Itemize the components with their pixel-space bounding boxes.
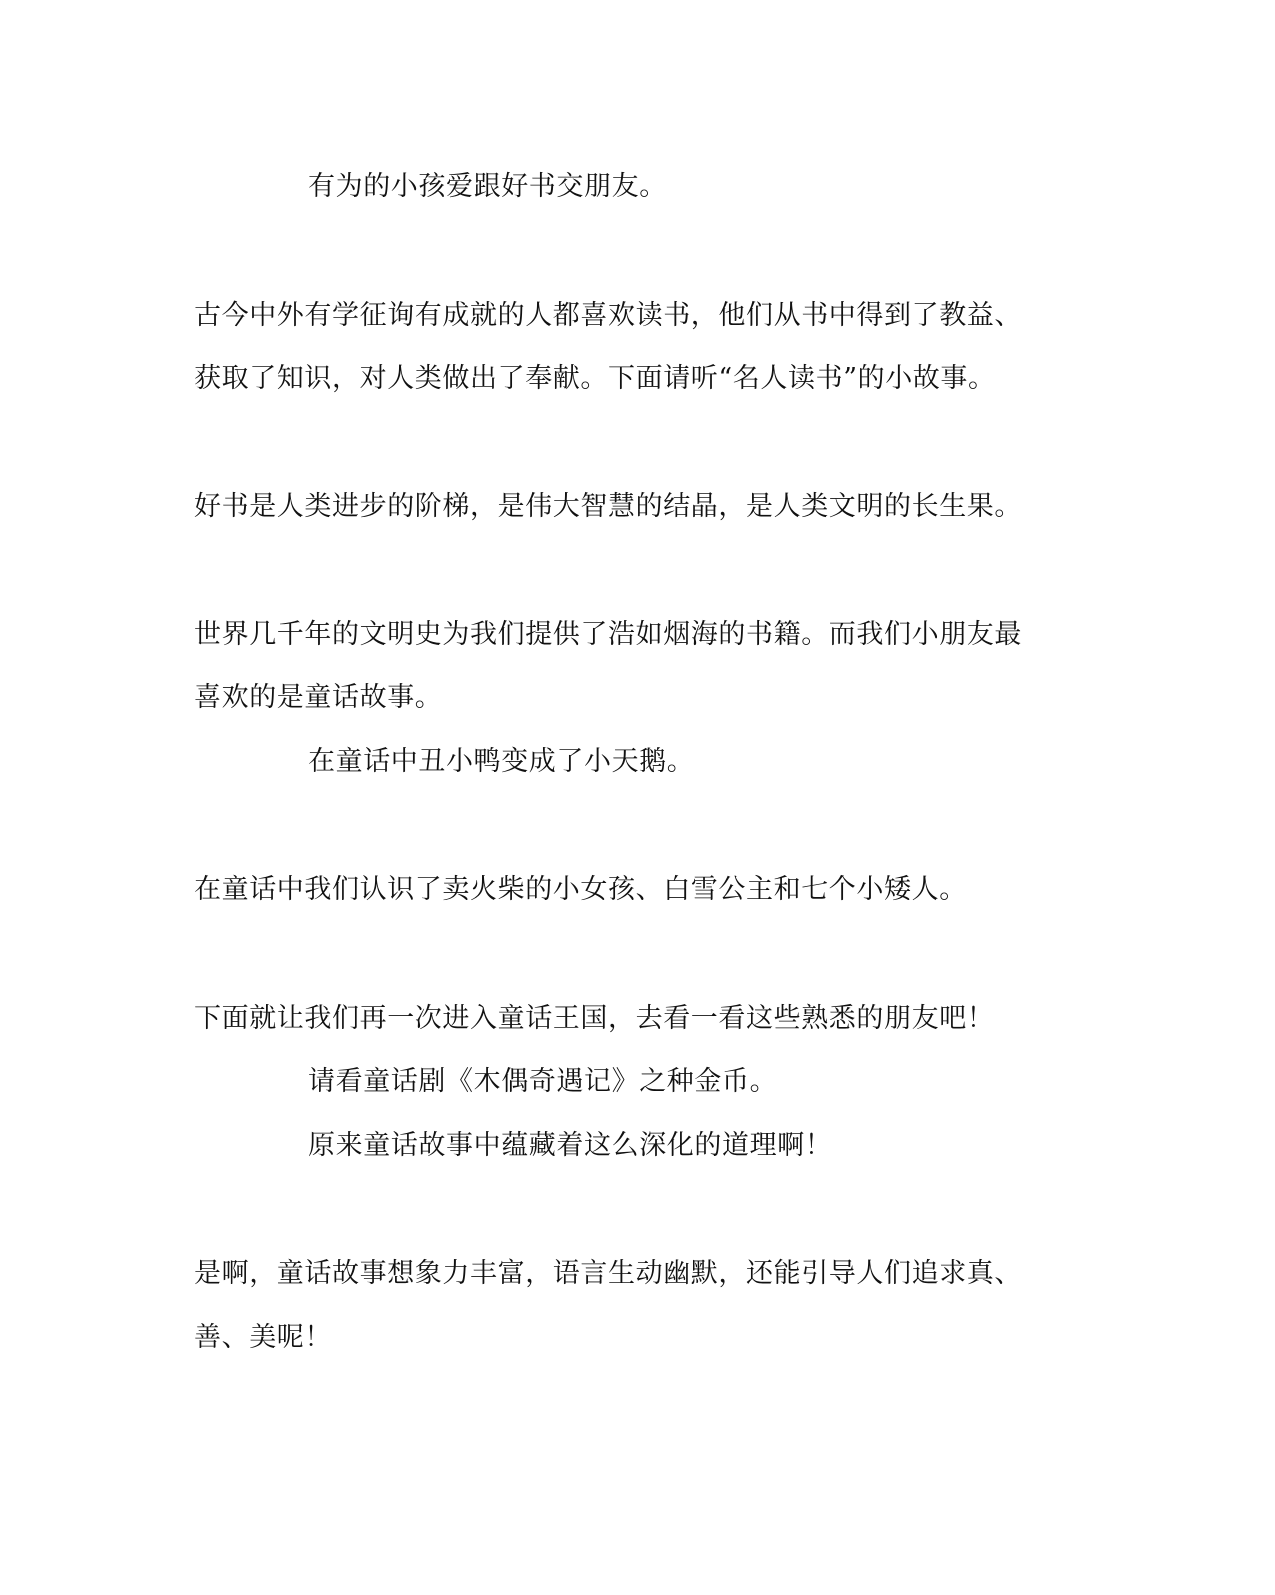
text-line-12: 是啊，童话故事想象力丰富，语言生动幽默，还能引导人们追求真、 <box>194 1258 1022 1289</box>
text-line-9: 下面就让我们再一次进入童话王国，去看一看这些熟悉的朋友吧！ <box>194 1003 995 1034</box>
text-line-8: 在童话中我们认识了卖火柴的小女孩、白雪公主和七个小矮人。 <box>194 874 967 905</box>
text-line-7: 在童话中丑小鸭变成了小天鹅。 <box>308 746 695 777</box>
text-line-6: 喜欢的是童话故事。 <box>194 682 443 713</box>
text-line-2: 古今中外有学征询有成就的人都喜欢读书，他们从书中得到了教益、 <box>194 300 1022 331</box>
text-line-5: 世界几千年的文明史为我们提供了浩如烟海的书籍。而我们小朋友最 <box>194 619 1022 650</box>
text-line-3: 获取了知识，对人类做出了奉献。下面请听“名人读书”的小故事。 <box>194 363 996 394</box>
text-line-4: 好书是人类进步的阶梯，是伟大智慧的结晶，是人类文明的长生果。 <box>194 491 1022 522</box>
text-line-1: 有为的小孩爱跟好书交朋友。 <box>308 171 667 202</box>
text-line-10: 请看童话剧《木偶奇遇记》之种金币。 <box>308 1066 778 1097</box>
text-line-11: 原来童话故事中蕴藏着这么深化的道理啊！ <box>308 1130 833 1161</box>
text-line-13: 善、美呢！ <box>194 1322 332 1353</box>
